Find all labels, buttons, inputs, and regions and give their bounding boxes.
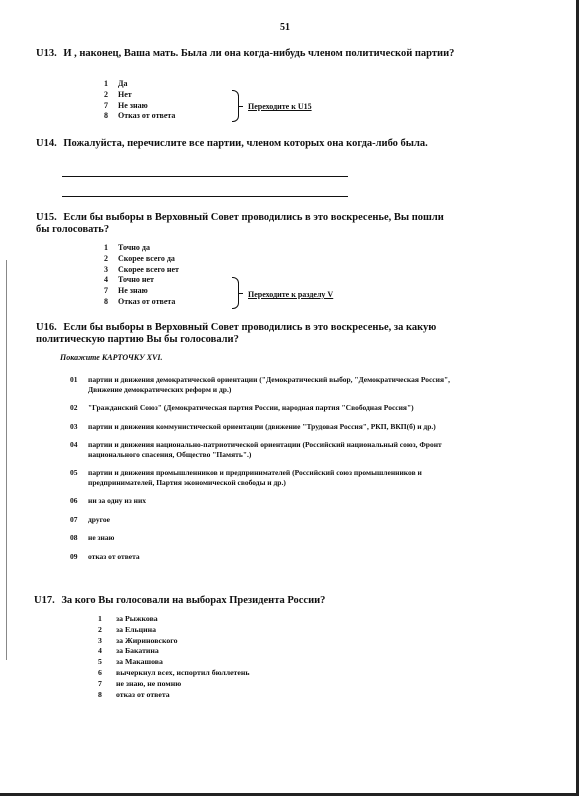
- answer-line[interactable]: [62, 176, 348, 177]
- u16-options: [70, 375, 460, 570]
- option-row: 1 Точно да: [104, 243, 150, 252]
- option-row: 03 партии и движения коммунистической ориентации (движение "Трудовая Россия", РКП, ВКП(б) и др.): [70, 421, 436, 431]
- question-u15: [36, 212, 456, 236]
- question-text: За кого Вы голосовали на выборах Президента России?: [61, 595, 326, 606]
- u13-options: [104, 79, 175, 122]
- question-code: U13.: [36, 48, 57, 59]
- option-row: 05 партии и движения промышленников и предпринимателей (Российский союз промышленников и предпринимателей, Партия экономической свободы и др.): [70, 468, 422, 487]
- option-row: 2 Нет: [104, 89, 132, 99]
- option-row: 06 ни за одну из них: [70, 496, 147, 505]
- question-code: U15.: [36, 212, 57, 223]
- question-u13: [36, 48, 456, 60]
- option-row: 04 партии и движения национально-патриотической ориентации (Российский национальный союз, Фронт национального спасения, Общество "Память".): [70, 440, 442, 459]
- skip-instruction: Переходите к разделу V: [248, 290, 334, 299]
- option-row: 02 "Гражданский Союз" (Демократическая партия России, народная партия "Свободная Россия"): [70, 403, 414, 412]
- option-row: 7 Не знаю: [104, 100, 148, 110]
- question-code: U14.: [36, 138, 57, 149]
- option-row: 4 за Бакатина: [98, 646, 159, 656]
- question-text: Пожалуйста, перечислите все партии, членом которых она когда-либо была.: [63, 138, 428, 149]
- question-text: Если бы выборы в Верховный Совет проводились в это воскресенье, Вы пошли бы голосовать?: [36, 212, 444, 235]
- question-u17: [34, 595, 454, 607]
- option-row: 8 Отказ от ответа: [104, 296, 176, 306]
- option-row: 08 не знаю: [70, 533, 115, 542]
- option-row: 3 за Жириновского: [98, 635, 178, 645]
- question-text: И , наконец, Ваша мать. Была ли она когда-нибудь членом политической партии?: [63, 48, 455, 59]
- option-row: 1 за Рыжкова: [98, 614, 158, 623]
- skip-brace: [232, 277, 239, 309]
- question-code: U16.: [36, 322, 57, 333]
- u17-options: [98, 614, 249, 700]
- option-row: 5 за Макашова: [98, 657, 163, 667]
- page-number: 51: [280, 22, 290, 33]
- option-row: 4 Точно нет: [104, 275, 154, 285]
- skip-brace: [232, 90, 239, 122]
- option-row: 8 отказ от ответа: [98, 689, 170, 699]
- option-row: 07 другое: [70, 514, 110, 524]
- option-row: 3 Скорее всего нет: [104, 264, 179, 274]
- option-row: 7 Не знаю: [104, 286, 148, 296]
- u15-options: [104, 243, 179, 308]
- scan-edge-left: [6, 260, 7, 660]
- option-row: 01 партии и движения демократической ориентации ("Демократический выбор, "Демократическая Россия", Движение демократических реформ и др.): [70, 375, 451, 394]
- question-u14: [36, 138, 456, 150]
- skip-instruction: Переходите к U15: [248, 102, 312, 111]
- option-row: 7 не знаю, не помню: [98, 678, 182, 688]
- option-row: 2 за Ельцина: [98, 624, 157, 634]
- option-row: 2 Скорее всего да: [104, 253, 175, 263]
- option-row: 1 Да: [104, 79, 128, 88]
- option-row: 8 Отказ от ответа: [104, 111, 176, 121]
- question-code: U17.: [34, 595, 55, 606]
- option-row: 6 вычеркнул всех, испортил бюллетень: [98, 667, 250, 677]
- option-row: 09 отказ от ответа: [70, 551, 140, 561]
- question-text: Если бы выборы в Верховный Совет проводились в это воскресенье, за какую политическую партию Вы бы голосовали?: [36, 322, 437, 345]
- interviewer-instruction: Покажите КАРТОЧКУ XVI.: [60, 353, 163, 362]
- answer-line[interactable]: [62, 196, 348, 197]
- question-u16: [36, 322, 456, 346]
